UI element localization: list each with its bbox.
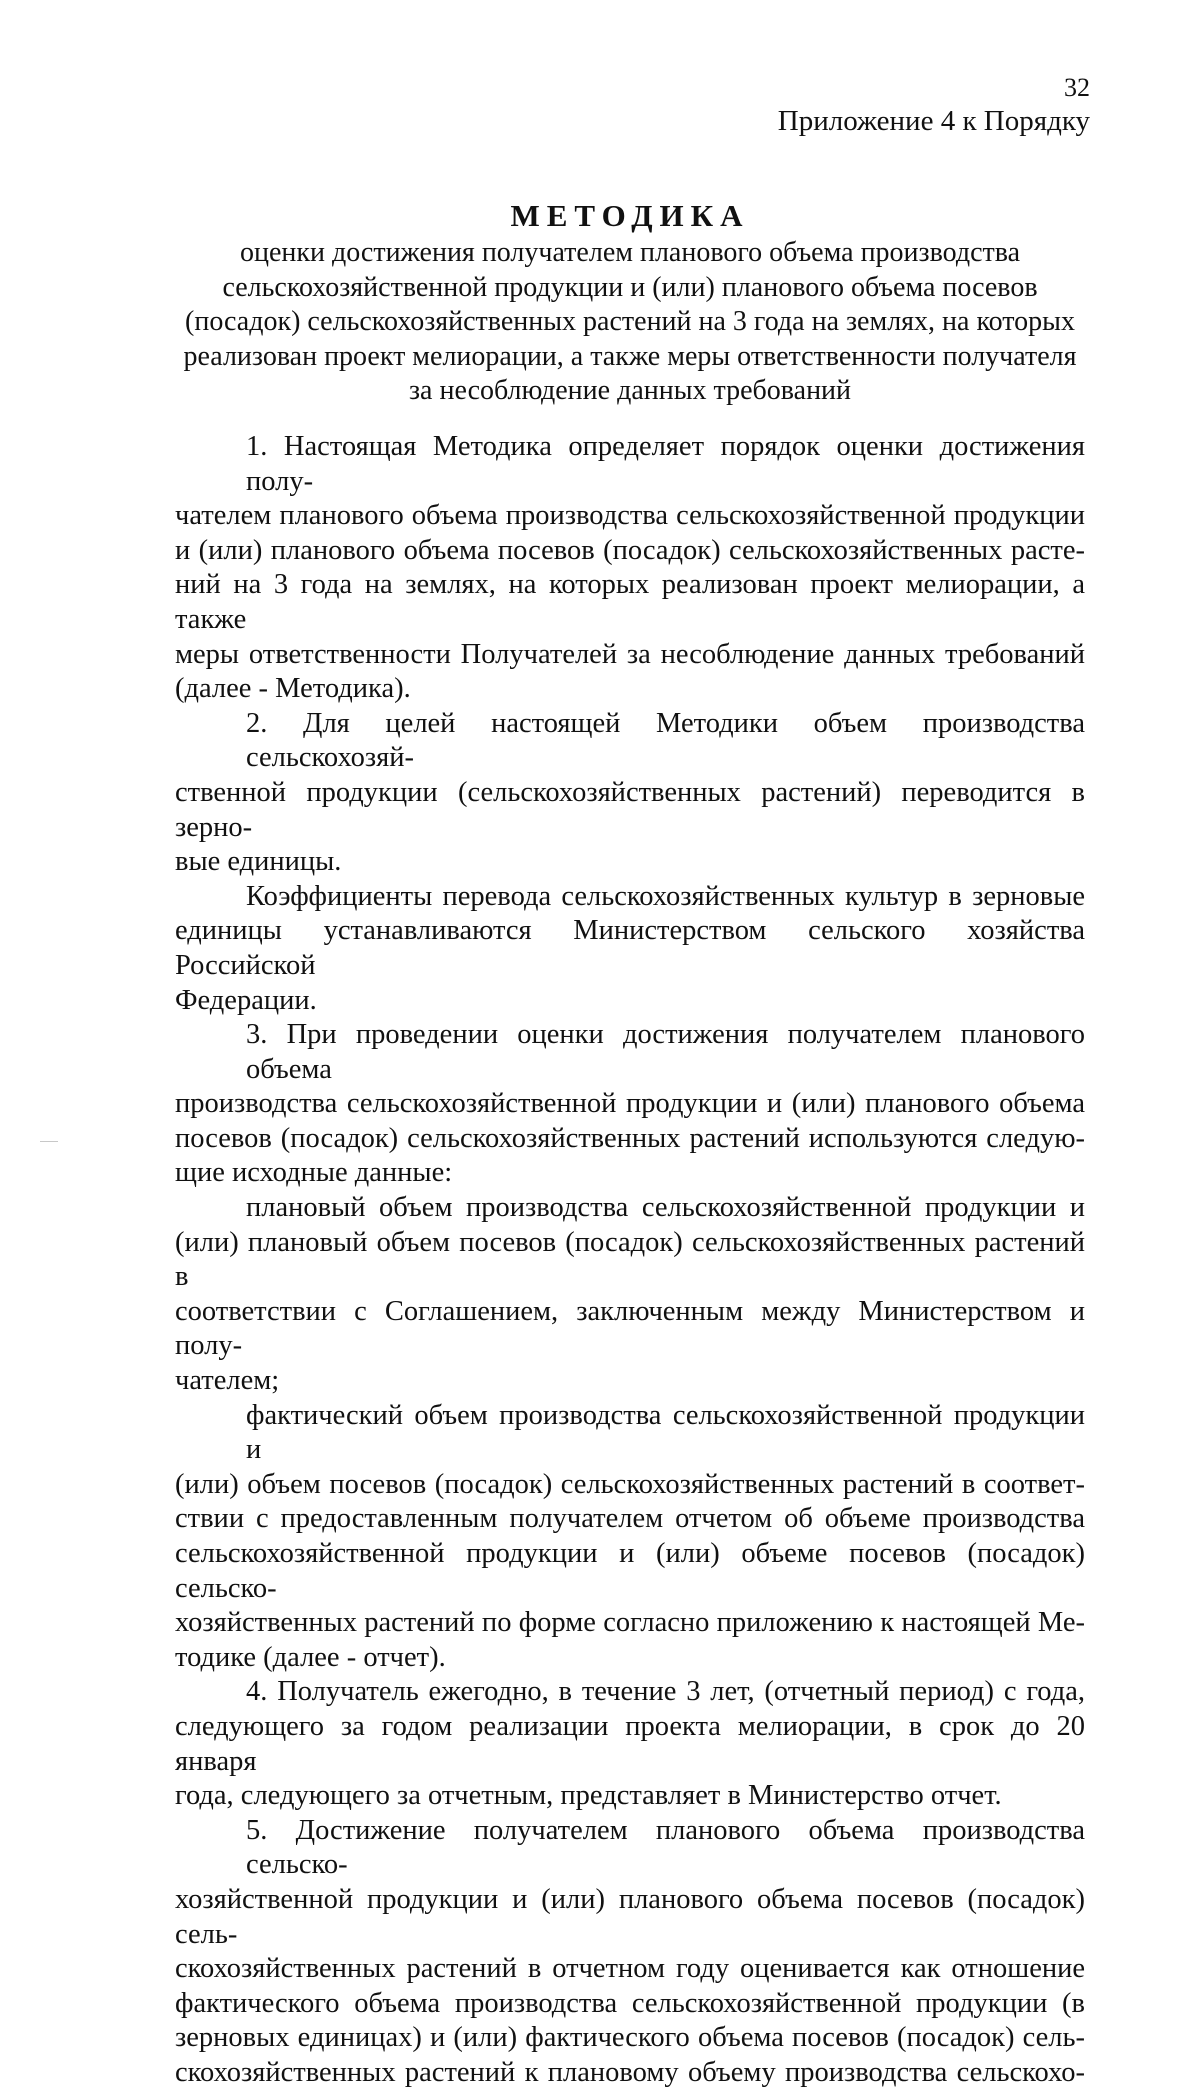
paragraph-5-line: 5. Достижение получателем планового объема производства сельско-: [246, 1814, 1085, 1881]
paragraph-3-line: производства сельскохозяйственной продукции и (или) планового объема: [175, 1088, 1085, 1120]
paragraph-1-line: меры ответственности Получателей за несоблюдение данных требований: [175, 638, 1085, 670]
paragraph-1-line: чателем планового объема производства сельскохозяйственной продукции: [175, 500, 1085, 532]
actual-volume-line: тодике (далее - отчет).: [175, 1641, 446, 1673]
paragraph-2-line: вые единицы.: [175, 846, 342, 878]
paragraph-4-line: следующего за годом реализации проекта мелиорации, в срок до 20 января: [175, 1710, 1085, 1777]
planned-volume-line: плановый объем производства сельскохозяйственной продукции и: [246, 1192, 1085, 1224]
paragraph-4-line: 4. Получатель ежегодно, в течение 3 лет, (отчетный период) с года,: [246, 1676, 1085, 1708]
appendix-label: Приложение 4 к Порядку: [777, 105, 1090, 137]
paragraph-3-line: посевов (посадок) сельскохозяйственных растений используются следую-: [175, 1122, 1085, 1154]
planned-volume-line: соответствии с Соглашением, заключенным между Министерством и полу-: [175, 1295, 1085, 1362]
subtitle-line: (посадок) сельскохозяйственных растений на 3 года на землях, на которых: [185, 306, 1075, 337]
paragraph-5-line: хозяйственной продукции и (или) планового объема посевов (посадок) сель-: [175, 1883, 1085, 1950]
actual-volume-line: ствии с предоставленным получателем отчетом об объеме производства: [175, 1503, 1085, 1535]
paragraph-5-line: зерновых единицах) и (или) фактического объема посевов (посадок) сель-: [175, 2022, 1085, 2054]
planned-volume-line: чателем;: [175, 1365, 280, 1397]
paragraph-5-line: скохозяйственных растений к плановому объему производства сельскохо-: [175, 2056, 1085, 2088]
actual-volume-line: хозяйственных растений по форме согласно приложению к настоящей Ме-: [175, 1607, 1085, 1639]
paragraph-1-line: (далее - Методика).: [175, 673, 411, 705]
paragraph-2-line: ственной продукции (сельскохозяйственных растений) переводится в зерно-: [175, 776, 1085, 843]
paragraph-2-line: 2. Для целей настоящей Методики объем производства сельскохозяй-: [246, 707, 1085, 774]
coefficients-paragraph-line: единицы устанавливаются Министерством сельского хозяйства Российской: [175, 915, 1085, 981]
paragraph-3-line: 3. При проведении оценки достижения получателем планового объема: [246, 1019, 1085, 1085]
planned-volume-line: (или) плановый объем посевов (посадок) сельскохозяйственных растений в: [175, 1226, 1085, 1293]
subtitle-line: сельскохозяйственной продукции и (или) планового объема посевов: [222, 271, 1038, 303]
paragraph-3-line: щие исходные данные:: [175, 1157, 453, 1189]
document-subtitle: [165, 236, 1095, 409]
paragraph-4-line: года, следующего за отчетным, представляет в Министерство отчет.: [175, 1780, 1002, 1812]
coefficients-paragraph-line: Федерации.: [175, 984, 317, 1016]
scan-artifact: [40, 1141, 58, 1142]
paragraph-1-line: ний на 3 года на землях, на которых реализован проект мелиорации, а также: [175, 569, 1085, 635]
coefficients-paragraph-line: Коэффициенты перевода сельскохозяйственных культур в зерновые: [246, 880, 1085, 912]
page-number: 32: [1064, 73, 1090, 102]
actual-volume-line: сельскохозяйственной продукции и (или) объеме посевов (посадок) сельско-: [175, 1538, 1085, 1604]
actual-volume-line: (или) объем посевов (посадок) сельскохозяйственных растений в соответ-: [175, 1468, 1085, 1500]
paragraph-5-line: фактического объема производства сельскохозяйственной продукции (в: [175, 1987, 1085, 2019]
actual-volume-line: фактический объем производства сельскохозяйственной продукции и: [246, 1399, 1085, 1466]
paragraph-1-line: 1. Настоящая Методика определяет порядок оценки достижения полу-: [246, 431, 1085, 497]
subtitle-line: оценки достижения получателем планового объема производства: [239, 237, 1021, 268]
document-body: [175, 430, 1085, 2091]
paragraph-1-line: и (или) планового объема посевов (посадок) сельскохозяйственных расте-: [175, 534, 1085, 566]
document-title: МЕТОДИКА: [510, 198, 750, 233]
subtitle-line: за несоблюдение данных требований: [408, 375, 852, 406]
subtitle-line: реализован проект мелиорации, а также меры ответственности получателя: [183, 340, 1077, 372]
paragraph-5-line: скохозяйственных растений в отчетном году оценивается как отношение: [175, 1953, 1085, 1985]
